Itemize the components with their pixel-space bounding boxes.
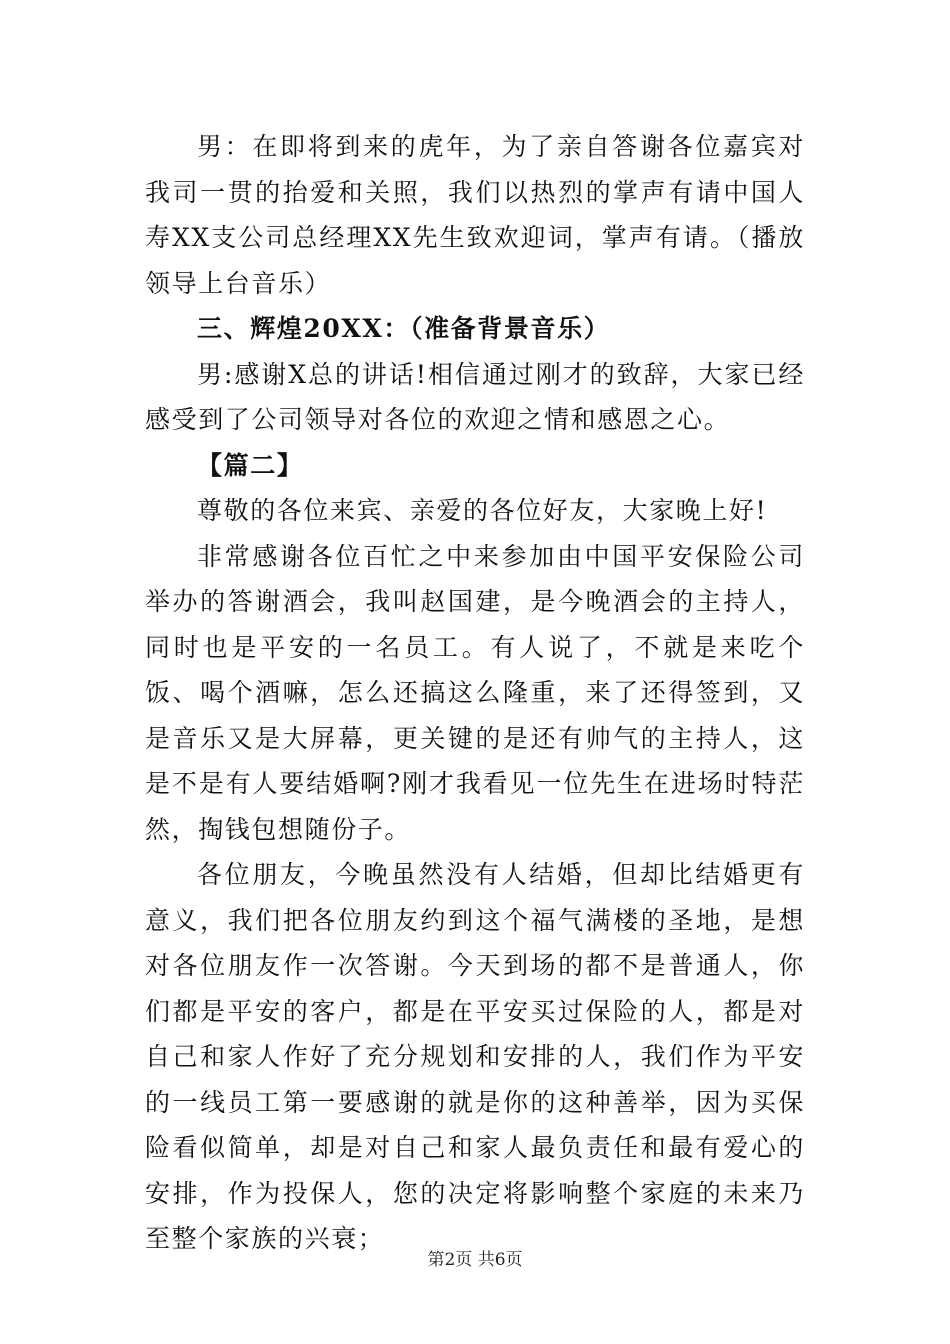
page-number-footer: 第2页 共6页	[427, 1250, 523, 1270]
chapter-heading-part-two: 【篇二】	[197, 450, 304, 480]
paragraph-thanks-speech: 男:感谢X总的讲话!相信通过刚才的致辞，大家已经感受到了公司领导对各位的欢迎之情和感恩之心。	[145, 359, 805, 434]
paragraph-greeting: 尊敬的各位来宾、亲爱的各位好友，大家晚上好!	[197, 496, 768, 525]
paragraph-host-invitation: 男：在即将到来的虎年，为了亲自答谢各位嘉宾对我司一贯的抬爱和关照，我们以热烈的掌声有请中国人寿XX支公司总经理XX先生致欢迎词，掌声有请。（播放领导上台音乐）	[145, 132, 805, 298]
paragraph-host-intro: 非常感谢各位百忙之中来参加由中国平安保险公司举办的答谢酒会，我叫赵国建，是今晚酒会的主持人，同时也是平安的一名员工。有人说了，不就是来吃个饭、喝个酒嘛，怎么还搞这么隆重，来了还得签到，又是音乐又是大屏幕，更关键的是还有帅气的主持人，这是不是有人要结婚啊?刚才我看见一位先生在进场时特茫然，掏钱包想随份子。	[145, 541, 805, 844]
section-heading-glory: 三、辉煌20XX：（准备背景音乐）	[197, 314, 611, 343]
document-body	[145, 124, 805, 1262]
paragraph-gratitude: 各位朋友，今晚虽然没有人结婚，但却比结婚更有意义，我们把各位朋友约到这个福气满楼的圣地，是想对各位朋友作一次答谢。今天到场的都不是普通人，你们都是平安的客户，都是在平安买过保险的人，都是对自己和家人作好了充分规划和安排的人，我们作为平安的一线员工第一要感谢的就是你的这种善举，因为买保险看似简单，却是对自己和家人最负责任和最有爱心的安排，作为投保人，您的决定将影响整个家庭的未来乃至整个家族的兴衰；	[145, 860, 805, 1253]
